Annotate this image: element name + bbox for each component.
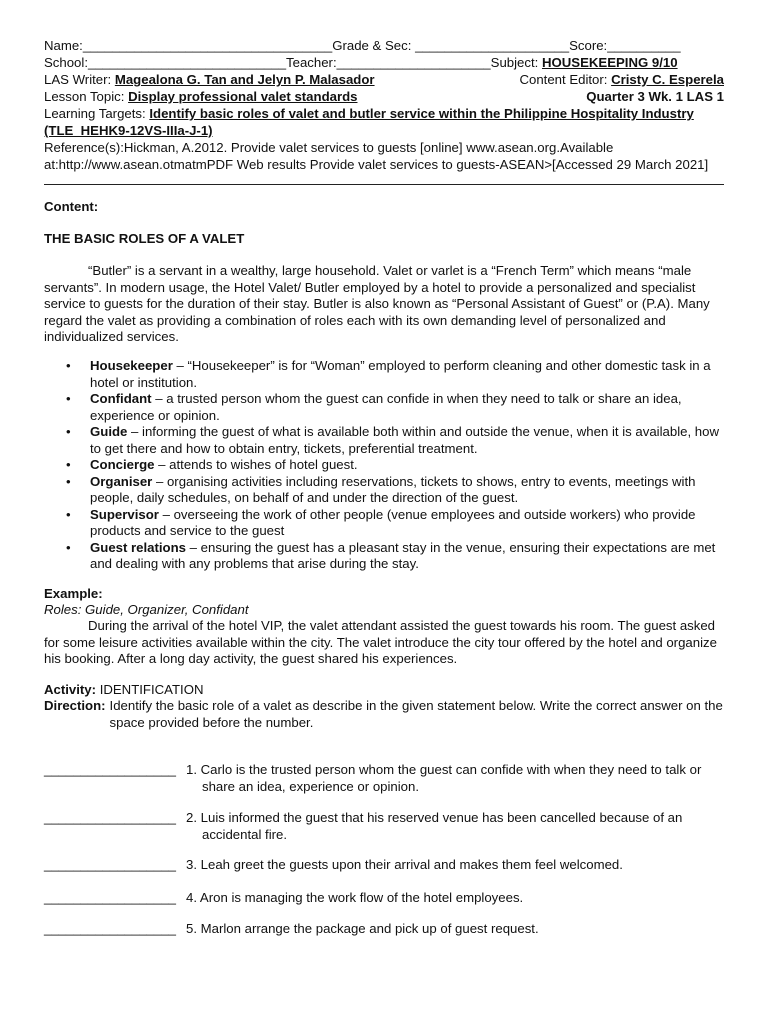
role-term: Confidant [90,391,152,406]
role-term: Housekeeper [90,358,173,373]
direction-block [44,698,724,731]
example-roles: Roles: Guide, Organizer, Confidant [44,602,249,617]
role-item [44,391,724,424]
score-label: Score: [569,38,608,53]
name-row [44,37,724,54]
role-description: – attends to wishes of hotel guest. [154,457,358,472]
role-description: – organising activities including reservations, tickets to shows, entry to events, meetings with people, daily schedules, on behalf of and under the direction of the guest. [90,473,696,505]
grade-label: Grade & Sec: [332,38,412,53]
question-item [44,890,724,907]
editor-label: Content Editor: [519,72,608,87]
role-description: – ensuring the guest has a pleasant stay in the venue, ensuring their expectations are met and dealing with any problems that arise during the stay. [90,539,716,571]
teacher-label: Teacher: [286,55,337,70]
role-item [44,540,724,573]
answer-blank[interactable]: __________________ [44,762,177,777]
role-item [44,424,724,457]
writer-value: Magealona G. Tan and Jelyn P. Malasador [114,72,375,87]
editor-value: Cristy C. Esperela [611,72,724,87]
role-term: Concierge [90,457,155,472]
header-block [44,37,724,173]
roles-list [44,358,724,573]
score-blank[interactable]: __________ [607,38,681,53]
answer-blank[interactable]: __________________ [44,857,177,872]
quarter-label: Quarter 3 Wk. 1 LAS 1 [586,89,724,104]
school-label: School: [44,55,88,70]
role-item [44,507,724,540]
targets-label: Learning Targets: [44,106,146,121]
role-item [44,474,724,507]
role-description: – a trusted person whom the guest can confide in when they need to talk or share an idea, experience or opinion. [90,391,682,423]
role-description: – overseeing the work of other people (venue employees and outside workers) who provide products and service to the guest [90,506,696,538]
role-description: – informing the guest of what is available both within and outside the venue, when it is available, how to get there and how to obtain entry, tickets, preferential treatment. [90,424,719,456]
question-text: 3. Leah greet the guests upon their arrival and makes them feel welcomed. [186,857,623,872]
activity-line: Activity: IDENTIFICATION [44,682,204,697]
school-row [44,54,724,71]
name-blank[interactable]: __________________________________ [82,38,333,53]
role-term: Organiser [90,473,153,489]
intro-paragraph: “Butler” is a servant in a wealthy, large household. Valet or varlet is a “French Term” which means “male servants”. In modern usage, the Hotel Valet/ Butler employed by a hotel to provide a personalized and specialist service to guests for the duration of their stay. Butler is also known as “Personal Assistant of Guest” or (P.A). Many regard the valet as providing a combination of roles each with its own demanding level of personalized and individualized services. [44,263,710,344]
example-label: Example: [44,586,103,601]
question-text: 5. Marlon arrange the package and pick up of guest request. [186,921,539,936]
question-text: 4. Aron is managing the work flow of the hotel employees. [186,890,524,905]
answer-blank[interactable]: __________________ [44,890,177,905]
grade-blank[interactable]: _____________________ [415,38,570,53]
answer-blank[interactable]: __________________ [44,810,177,825]
direction-text: Identify the basic role of a valet as describe in the given statement below. Write the correct answer on the space provided before the number. [109,698,723,730]
subject-label: Subject: [490,55,539,70]
answer-blank[interactable]: __________________ [44,921,177,936]
topic-row [44,88,724,105]
question-item [44,810,724,843]
role-item [44,358,724,391]
topic-label: Lesson Topic: [44,89,125,104]
name-label: Name: [44,38,83,53]
question-item [44,857,724,874]
topic-value: Display professional valet standards [128,89,358,104]
targets-value: Identify basic roles of valet and butler service within the Philippine Hospitality Industry (TLE_HEHK9-12VS-IIIa-J-1) [44,106,694,138]
role-description: – “Housekeeper” is for “Woman” employed to perform cleaning and other domestic task in a hotel or institution. [90,358,711,390]
writer-label: LAS Writer: [44,72,112,87]
subject-value: HOUSEKEEPING 9/10 [541,55,678,70]
section-title: THE BASIC ROLES OF A VALET [44,231,245,246]
teacher-blank[interactable]: _____________________ [336,55,491,70]
question-text: 1. Carlo is the trusted person whom the guest can confide with when they need to talk or share an idea, experience or opinion. [186,762,702,794]
role-term: Guide [90,424,128,439]
example-paragraph: During the arrival of the hotel VIP, the valet attendant assisted the guest towards his room. The guest asked for some leisure activities available within the city. The valet introduce the city tour offered by the hotel and organize his booking. After a long day activity, the guest shared his experiences. [44,618,717,666]
role-term: Guest relations [90,539,187,555]
role-item [44,457,724,474]
question-text: 2. Luis informed the guest that his reserved venue has been cancelled because of an accidental fire. [186,810,683,842]
direction-label: Direction: [44,698,106,713]
content-label: Content: [44,199,99,214]
question-item [44,762,724,795]
question-item [44,921,724,938]
header-divider [44,184,724,185]
reference-row: Reference(s):Hickman, A.2012. Provide valet services to guests [online] www.asean.org.Available at:http://www.asean.otmatmPDF Web results Provide valet services to guests-ASEAN>[Accessed 29 March 2021] [44,140,709,172]
school-blank[interactable]: ___________________________ [88,55,287,70]
role-term: Supervisor [90,506,159,522]
writer-row [44,71,724,88]
targets-row [44,105,724,139]
